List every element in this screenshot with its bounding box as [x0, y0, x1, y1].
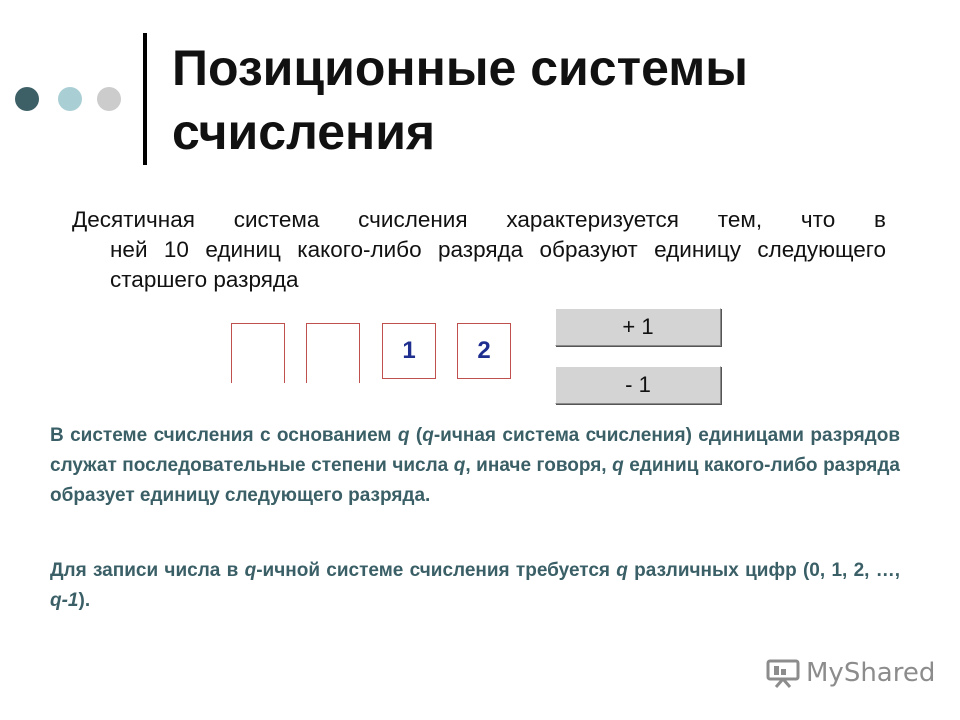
para1-text-5: единиц какого-либо разряда образует единицу следующего разряда.	[50, 455, 900, 506]
digit-box-2	[306, 323, 360, 383]
intro-rest: ней 10 единиц какого-либо разряда образуют единицу следующего старшего разряда	[110, 237, 886, 292]
intro-text	[72, 205, 886, 295]
base-q-paragraph	[50, 421, 900, 511]
para1-text-3: -ичная система счисления) единицами разрядов служат последовательные степени числа	[50, 425, 901, 476]
para1-q-3: q	[453, 455, 466, 476]
digit-box-3: 1	[382, 323, 436, 379]
decrement-button[interactable]: - 1	[555, 366, 721, 404]
para1-text-2: (	[409, 425, 423, 446]
slide-title: Позиционные системы счисления	[172, 40, 748, 160]
para2-q-2: q	[616, 560, 628, 581]
para2-q-1: q	[244, 560, 257, 581]
bullet-dot-gray	[97, 87, 121, 111]
bullet-dot-dark	[15, 87, 39, 111]
digits-count-paragraph	[50, 556, 900, 616]
para1-q-4: q	[612, 455, 624, 476]
para2-text-2: -ичной системе счисления требуется	[256, 560, 617, 581]
digit-box-1	[231, 323, 285, 383]
title-divider	[143, 33, 147, 165]
para1-text-4: , иначе говоря,	[465, 455, 613, 476]
intro-line1: Десятичная система счисления характеризуется тем, что в	[72, 207, 886, 232]
bullet-dot-teal	[58, 87, 82, 111]
para1-q-2: q	[422, 425, 434, 446]
para2-text-4: ).	[78, 590, 91, 611]
para2-q-3: q-1	[50, 590, 79, 611]
myshared-logo	[766, 655, 935, 691]
para1-q-1: q	[397, 425, 410, 446]
digit-box-4: 2	[457, 323, 511, 379]
presentation-board-icon	[766, 658, 800, 688]
increment-button[interactable]: + 1	[555, 308, 721, 346]
watermark-text: MyShared	[806, 658, 936, 688]
para2-text-3: различных цифр (0, 1, 2, …,	[627, 560, 900, 581]
para2-text-1: Для записи числа в	[50, 560, 245, 581]
para1-text-1: В системе счисления с основанием	[50, 425, 398, 446]
